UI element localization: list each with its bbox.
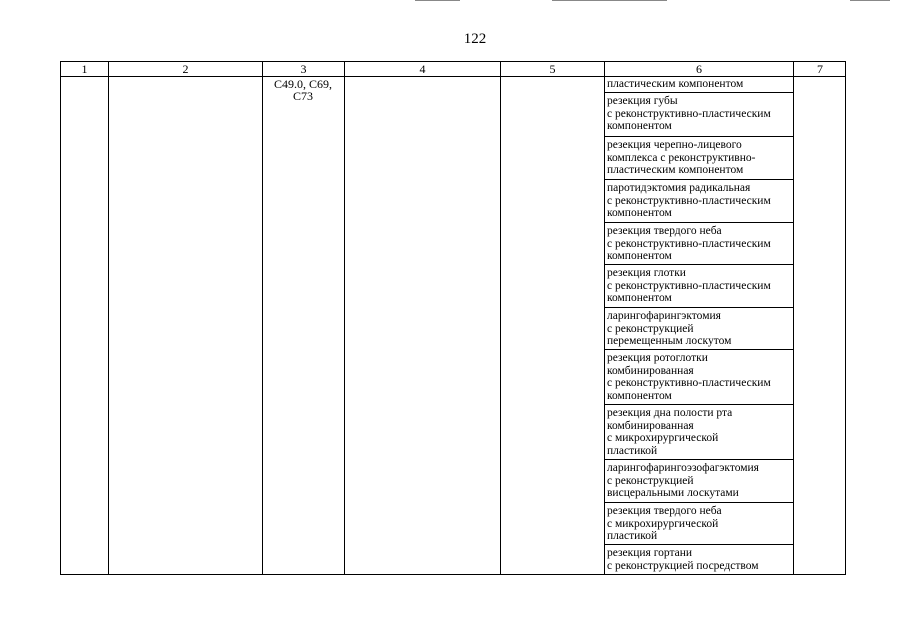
column-divider [108, 62, 109, 574]
column-header-6: 6 [696, 62, 702, 76]
procedure-item: пластическим компонентом [607, 78, 744, 90]
column-header-5: 5 [549, 62, 556, 76]
sub-row-divider [604, 264, 793, 265]
column-header-2: 2 [182, 62, 189, 76]
diagnosis-codes: C49.0, C69, C73 [273, 77, 332, 103]
procedure-item: ларингофарингоэзофагэктомия с реконструкцией висцеральными лоскутами [607, 462, 759, 500]
top-edge-line [415, 0, 460, 1]
sub-row-divider [604, 307, 793, 308]
procedure-item: резекция черепно-лицевого комплекса с реконструктивно- пластическим компонентом [607, 139, 756, 177]
top-edge-line [850, 0, 890, 1]
procedure-item: резекция глотки с реконструктивно-пластическим компонентом [607, 267, 771, 305]
column-divider [793, 62, 794, 574]
procedure-item: резекция твердого неба с микрохирургической пластикой [607, 505, 722, 543]
procedures-table [60, 61, 846, 575]
procedure-item: резекция дна полости рта комбинированная с микрохирургической пластикой [607, 407, 733, 457]
procedure-item: паротидэктомия радикальная с реконструктивно-пластическим компонентом [607, 182, 771, 220]
sub-row-divider [604, 222, 793, 223]
sub-row-divider [604, 544, 793, 545]
header-row-divider [61, 76, 845, 77]
sub-row-divider [604, 404, 793, 405]
procedure-item: резекция ротоглотки комбинированная с реконструктивно-пластическим компонентом [607, 352, 771, 402]
column-header-1: 1 [81, 62, 88, 76]
sub-row-divider [604, 92, 793, 93]
procedure-item: резекция гортани с реконструкцией посредством [607, 547, 759, 572]
column-header-7: 7 [817, 62, 823, 76]
sub-row-divider [604, 459, 793, 460]
column-divider [344, 62, 345, 574]
sub-row-divider [604, 349, 793, 350]
procedure-item: резекция твердого неба с реконструктивно-пластическим компонентом [607, 225, 771, 263]
column-divider [262, 62, 263, 574]
procedure-item: ларингофарингэктомия с реконструкцией перемещенным лоскутом [607, 310, 732, 348]
page-number: 122 [463, 31, 487, 47]
sub-row-divider [604, 502, 793, 503]
procedure-item: резекция губы с реконструктивно-пластическим компонентом [607, 95, 771, 133]
column-divider [500, 62, 501, 574]
sub-row-divider [604, 179, 793, 180]
column-header-4: 4 [419, 62, 426, 76]
sub-row-divider [604, 136, 793, 137]
top-edge-line [552, 0, 667, 1]
column-header-3: 3 [300, 62, 307, 76]
